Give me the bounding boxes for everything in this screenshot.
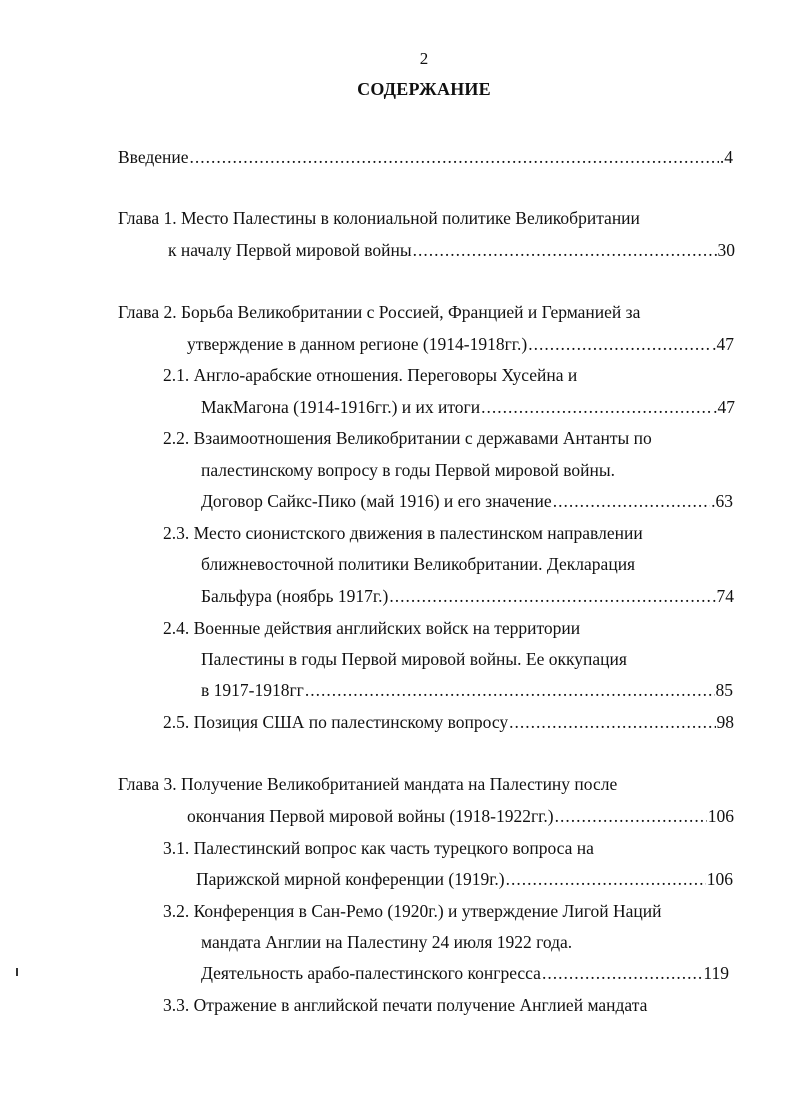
toc-ch1-line1: Глава 1. Место Палестины в колониальной политике Великобритании [118, 208, 640, 228]
toc-ch1-line2: к началу Первой мировой войны [168, 240, 412, 260]
toc-s21-line2: МакМагона (1914-1916гг.) и их итоги [201, 397, 481, 417]
toc-s25-page: 98 [716, 712, 734, 732]
dot-leader [506, 868, 706, 890]
toc-s32-line3: Деятельность арабо-палестинского конгресса [201, 963, 541, 983]
toc-entry-intro [118, 146, 733, 168]
toc-entry-s21 [201, 396, 735, 418]
toc-entry-ch3 [187, 805, 734, 827]
dot-leader [555, 805, 707, 827]
toc-ch3-line1: Глава 3. Получение Великобританией мандата на Палестину после [118, 774, 618, 794]
page-number: 2 [419, 49, 429, 68]
dot-leader [528, 333, 711, 355]
dot-leader [553, 490, 710, 512]
dot-leader [413, 239, 717, 261]
toc-s31-line2: Парижской мирной конференции (1919г.) [196, 869, 505, 889]
toc-s22-line1: 2.2. Взаимоотношения Великобритании с державами Антанты по [163, 428, 652, 448]
toc-entry-s25 [163, 711, 734, 733]
toc-entry-s22 [201, 490, 733, 512]
toc-s32-page: 119 [703, 963, 729, 983]
toc-entry-s31 [196, 868, 733, 890]
toc-s23-line1: 2.3. Место сионистского движения в палестинском направлении [163, 523, 643, 543]
toc-s23-line2: ближневосточной политики Великобритании. Декларация [201, 554, 636, 574]
toc-s22-line3: Договор Сайкс-Пико (май 1916) и его значение [201, 491, 552, 511]
dot-leader [542, 962, 702, 984]
toc-ch3-page: 106 [707, 806, 734, 826]
dot-leader [190, 146, 719, 168]
toc-entry-ch2 [187, 333, 734, 355]
toc-ch1-page: 30 [717, 240, 735, 260]
toc-s32-line1: 3.2. Конференция в Сан-Ремо (1920г.) и утверждение Лигой Наций [163, 901, 662, 921]
toc-s24-line1: 2.4. Военные действия английских войск на территории [163, 618, 581, 638]
toc-s32-line2: мандата Англии на Палестину 24 июля 1922 года. [201, 932, 573, 952]
toc-entry-s23 [201, 585, 734, 607]
scan-artifact-mark [16, 968, 18, 976]
toc-s33-line1: 3.3. Отражение в английской печати получение Англией мандата [163, 995, 648, 1015]
dot-leader [509, 711, 715, 733]
dot-leader [481, 396, 712, 418]
toc-s22-page: .63 [711, 491, 733, 511]
page-title: СОДЕРЖАНИЕ [357, 79, 491, 99]
toc-s21-line1: 2.1. Англо-арабские отношения. Переговоры Хусейна и [163, 365, 578, 385]
toc-s31-line1: 3.1. Палестинский вопрос как часть турецкого вопроса на [163, 838, 594, 858]
toc-s23-page: .74 [712, 586, 734, 606]
toc-entry-ch1 [168, 239, 735, 261]
toc-ch2-page: .47 [712, 334, 734, 354]
toc-entry-s24 [201, 679, 733, 701]
toc-s24-page: 85 [715, 680, 733, 700]
toc-s24-line2: Палестины в годы Первой мировой войны. Ее оккупация [201, 649, 627, 669]
toc-entry-s32 [201, 962, 729, 984]
toc-ch2-line1: Глава 2. Борьба Великобритании с Россией, Францией и Германией за [118, 302, 641, 322]
toc-s25-line1: 2.5. Позиция США по палестинскому вопросу [163, 712, 509, 732]
dot-leader [389, 585, 711, 607]
toc-intro-page: .4 [719, 147, 733, 167]
toc-s21-page: .47 [713, 397, 735, 417]
toc-ch3-line2: окончания Первой мировой войны (1918-1922гг.) [187, 806, 554, 826]
dot-leader [305, 679, 715, 701]
toc-intro-text: Введение [118, 147, 189, 167]
toc-s24-line3: в 1917-1918гг [201, 680, 304, 700]
toc-s22-line2: палестинскому вопросу в годы Первой мировой войны. [201, 460, 616, 480]
toc-s31-page: 106 [706, 869, 733, 889]
toc-ch2-line2: утверждение в данном регионе (1914-1918гг.) [187, 334, 528, 354]
toc-s23-line3: Бальфура (ноябрь 1917г.) [201, 586, 389, 606]
